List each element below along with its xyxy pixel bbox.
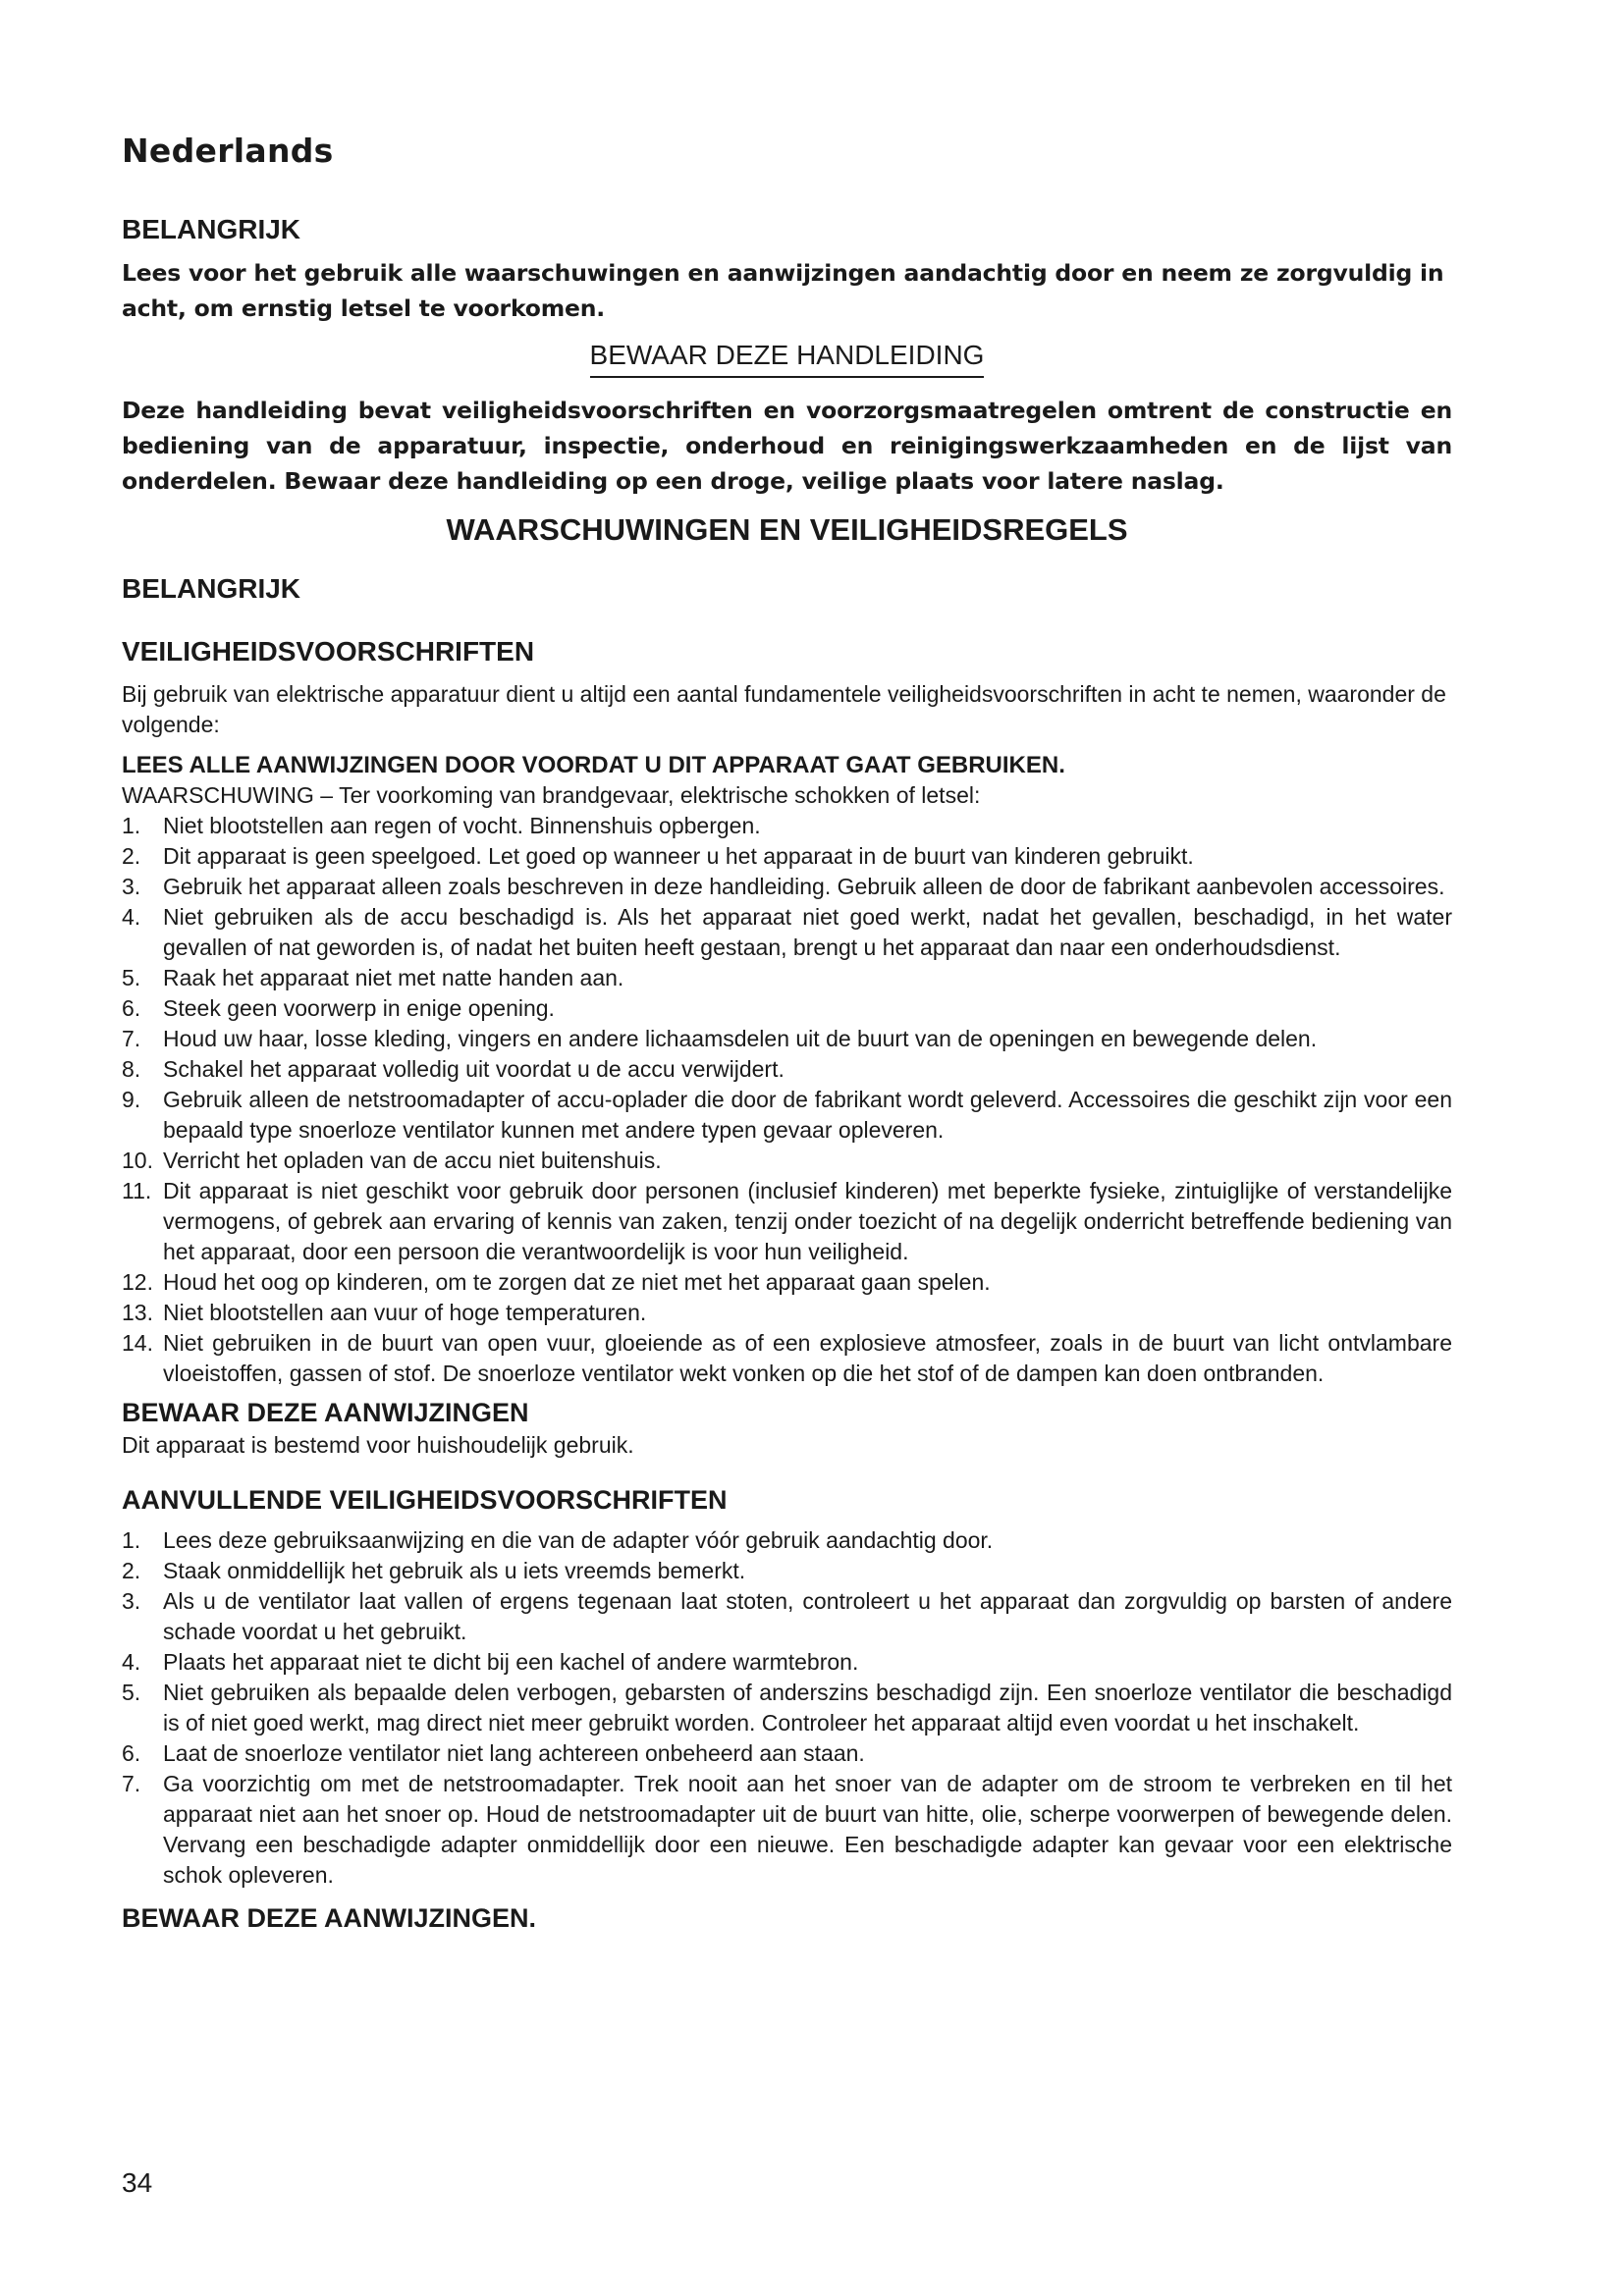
list-item [122, 1085, 1452, 1146]
safety-heading: VEILIGHEIDSVOORSCHRIFTEN [122, 636, 535, 667]
save-manual-heading [122, 340, 1452, 371]
list-item-text: Dit apparaat is geen speelgoed. Let goed op wanneer u het apparaat in de buurt van kinderen gebruikt. [163, 843, 1194, 869]
safety-list [122, 811, 1452, 1389]
list-item-number: 13. [122, 1300, 153, 1325]
additional-safety-heading: AANVULLENDE VEILIGHEIDSVOORSCHRIFTEN [122, 1485, 728, 1515]
list-item [122, 1586, 1452, 1647]
list-item [122, 1769, 1452, 1891]
list-item [122, 1556, 1452, 1586]
list-item [122, 1525, 1452, 1556]
list-item-number: 2. [122, 843, 141, 869]
language-heading: Nederlands [122, 132, 334, 170]
list-item-text: Schakel het apparaat volledig uit voordat u de accu verwijdert. [163, 1056, 785, 1082]
list-item [122, 1024, 1452, 1054]
list-item-text: Gebruik alleen de netstroomadapter of accu-oplader die door de fabrikant wordt geleverd. Accessoires die geschikt zijn voor een bepaald type snoerloze ventilator kunnen met andere typen gevaar opleveren. [163, 1087, 1452, 1143]
list-item [122, 963, 1452, 993]
list-item-text: Houd uw haar, losse kleding, vingers en andere lichaamsdelen uit de buurt van de openingen en bewegende delen. [163, 1026, 1318, 1051]
list-item-text: Verricht het opladen van de accu niet buitenshuis. [163, 1148, 662, 1173]
list-item-text: Raak het apparaat niet met natte handen aan. [163, 965, 624, 990]
list-item [122, 1328, 1452, 1389]
list-item-number: 6. [122, 995, 141, 1021]
list-item-number: 8. [122, 1056, 141, 1082]
list-item-number: 7. [122, 1771, 141, 1796]
list-item-text: Lees deze gebruiksaanwijzing en die van de adapter vóór gebruik aandachtig door. [163, 1527, 994, 1553]
additional-safety-list [122, 1525, 1452, 1891]
list-item-number: 14. [122, 1330, 153, 1356]
list-item-text: Niet gebruiken als de accu beschadigd is. Als het apparaat niet goed werkt, nadat het gevallen, beschadigd, in het water gevallen of nat geworden is, of nadat het buiten heeft gestaan, brengt u het apparaat dan naar een onderhoudsdienst. [163, 904, 1452, 960]
list-item-number: 7. [122, 1026, 141, 1051]
list-item-text: Dit apparaat is niet geschikt voor gebruik door personen (inclusief kinderen) met beperkte fysieke, zintuiglijke of verstandelijke vermogens, of gebrek aan ervaring of kennis van zaken, tenzij onder toezicht of na degelijk onderricht betreffende bediening van het apparaat, door een persoon die verantwoordelijk is voor hun veiligheid. [163, 1178, 1452, 1264]
list-item-number: 1. [122, 813, 141, 838]
important-heading: BELANGRIJK [122, 214, 301, 244]
save-manual-label: BEWAAR DEZE HANDLEIDING [590, 340, 985, 378]
list-item [122, 1298, 1452, 1328]
list-item-number: 5. [122, 1680, 141, 1705]
list-item [122, 1738, 1452, 1769]
list-item-number: 4. [122, 904, 141, 930]
list-item-text: Niet blootstellen aan regen of vocht. Binnenshuis opbergen. [163, 813, 761, 838]
list-item-text: Plaats het apparaat niet te dicht bij een kachel of andere warmtebron. [163, 1649, 859, 1675]
list-item-text: Ga voorzichtig om met de netstroomadapter. Trek nooit aan het snoer van de adapter om de stroom te verbreken en til het apparaat niet aan het snoer op. Houd de netstroomadapter uit de buurt van hitte, olie, scherpe voorwerpen of bewegende delen. Vervang een beschadigde adapter onmiddellijk door een nieuwe. Een beschadigde adapter kan gevaar voor een elektrische schok opleveren. [163, 1771, 1452, 1888]
list-item [122, 1267, 1452, 1298]
list-item-text: Staak onmiddellijk het gebruik als u iets vreemds bemerkt. [163, 1558, 746, 1583]
household-use-text: Dit apparaat is bestemd voor huishoudelijk gebruik. [122, 1432, 634, 1458]
list-item-text: Als u de ventilator laat vallen of ergens tegenaan laat stoten, controleert u het apparaat dan zorgvuldig op barsten of andere schade voordat u het gebruikt. [163, 1588, 1452, 1644]
read-all-notice: LEES ALLE AANWIJZINGEN DOOR VOORDAT U DIT APPARAAT GAAT GEBRUIKEN. [122, 752, 1065, 778]
list-item-number: 10. [122, 1148, 153, 1173]
list-item [122, 1054, 1452, 1085]
list-item-text: Steek geen voorwerp in enige opening. [163, 995, 555, 1021]
list-item-number: 2. [122, 1558, 141, 1583]
list-item-number: 5. [122, 965, 141, 990]
save-instructions-heading-2: BEWAAR DEZE AANWIJZINGEN. [122, 1903, 537, 1933]
safety-intro: Bij gebruik van elektrische apparatuur dient u altijd een aantal fundamentele veiligheidsvoorschriften in acht te nemen, waaronder de volgende: [122, 681, 1446, 737]
safety-section [122, 679, 1452, 1936]
list-item-text: Laat de snoerloze ventilator niet lang achtereen onbeheerd aan staan. [163, 1740, 865, 1766]
manual-description: Deze handleiding bevat veiligheidsvoorschriften en voorzorgsmaatregelen omtrent de constructie en bediening van de apparatuur, inspectie, onderhoud en reinigingswerkzaamheden en de lijst van onderdelen. Bewaar deze handleiding op een droge, veilige plaats voor latere naslag. [122, 397, 1452, 495]
list-item-text: Niet gebruiken in de buurt van open vuur, gloeiende as of een explosieve atmosfeer, zoals in de buurt van licht ontvlambare vloeistoffen, gassen of stof. De snoerloze ventilator wekt vonken op die het stof of de dampen kan doen ontbranden. [163, 1330, 1452, 1386]
list-item [122, 1146, 1452, 1176]
list-item-number: 3. [122, 1588, 141, 1614]
page-number: 34 [122, 2167, 153, 2198]
list-item-text: Niet gebruiken als bepaalde delen verbogen, gebarsten of anderszins beschadigd zijn. Een snoerloze ventilator die beschadigd is of niet goed werkt, mag direct niet meer gebruikt worden. Controleer het apparaat altijd even voordat u het inschakelt. [163, 1680, 1452, 1735]
list-item-number: 9. [122, 1087, 141, 1112]
list-item-number: 1. [122, 1527, 141, 1553]
main-title: WAARSCHUWINGEN EN VEILIGHEIDSREGELS [446, 512, 1128, 547]
list-item-number: 3. [122, 874, 141, 899]
list-item [122, 902, 1452, 963]
list-item [122, 1678, 1452, 1738]
important-heading-2: BELANGRIJK [122, 573, 301, 604]
list-item-number: 12. [122, 1269, 153, 1295]
list-item-text: Gebruik het apparaat alleen zoals beschreven in deze handleiding. Gebruik alleen de door de fabrikant aanbevolen accessoires. [163, 874, 1445, 899]
list-item [122, 1647, 1452, 1678]
warning-line: WAARSCHUWING – Ter voorkoming van brandgevaar, elektrische schokken of letsel: [122, 782, 981, 808]
save-instructions-heading: BEWAAR DEZE AANWIJZINGEN [122, 1398, 529, 1427]
list-item-number: 11. [122, 1178, 152, 1203]
list-item-text: Niet blootstellen aan vuur of hoge temperaturen. [163, 1300, 647, 1325]
intro-text: Lees voor het gebruik alle waarschuwingen en aanwijzingen aandachtig door en neem ze zorgvuldig in acht, om ernstig letsel te voorkomen. [122, 259, 1444, 322]
list-item [122, 811, 1452, 841]
list-item [122, 993, 1452, 1024]
list-item [122, 841, 1452, 872]
list-item [122, 872, 1452, 902]
list-item-number: 4. [122, 1649, 141, 1675]
list-item [122, 1176, 1452, 1267]
list-item-text: Houd het oog op kinderen, om te zorgen dat ze niet met het apparaat gaan spelen. [163, 1269, 991, 1295]
list-item-number: 6. [122, 1740, 141, 1766]
